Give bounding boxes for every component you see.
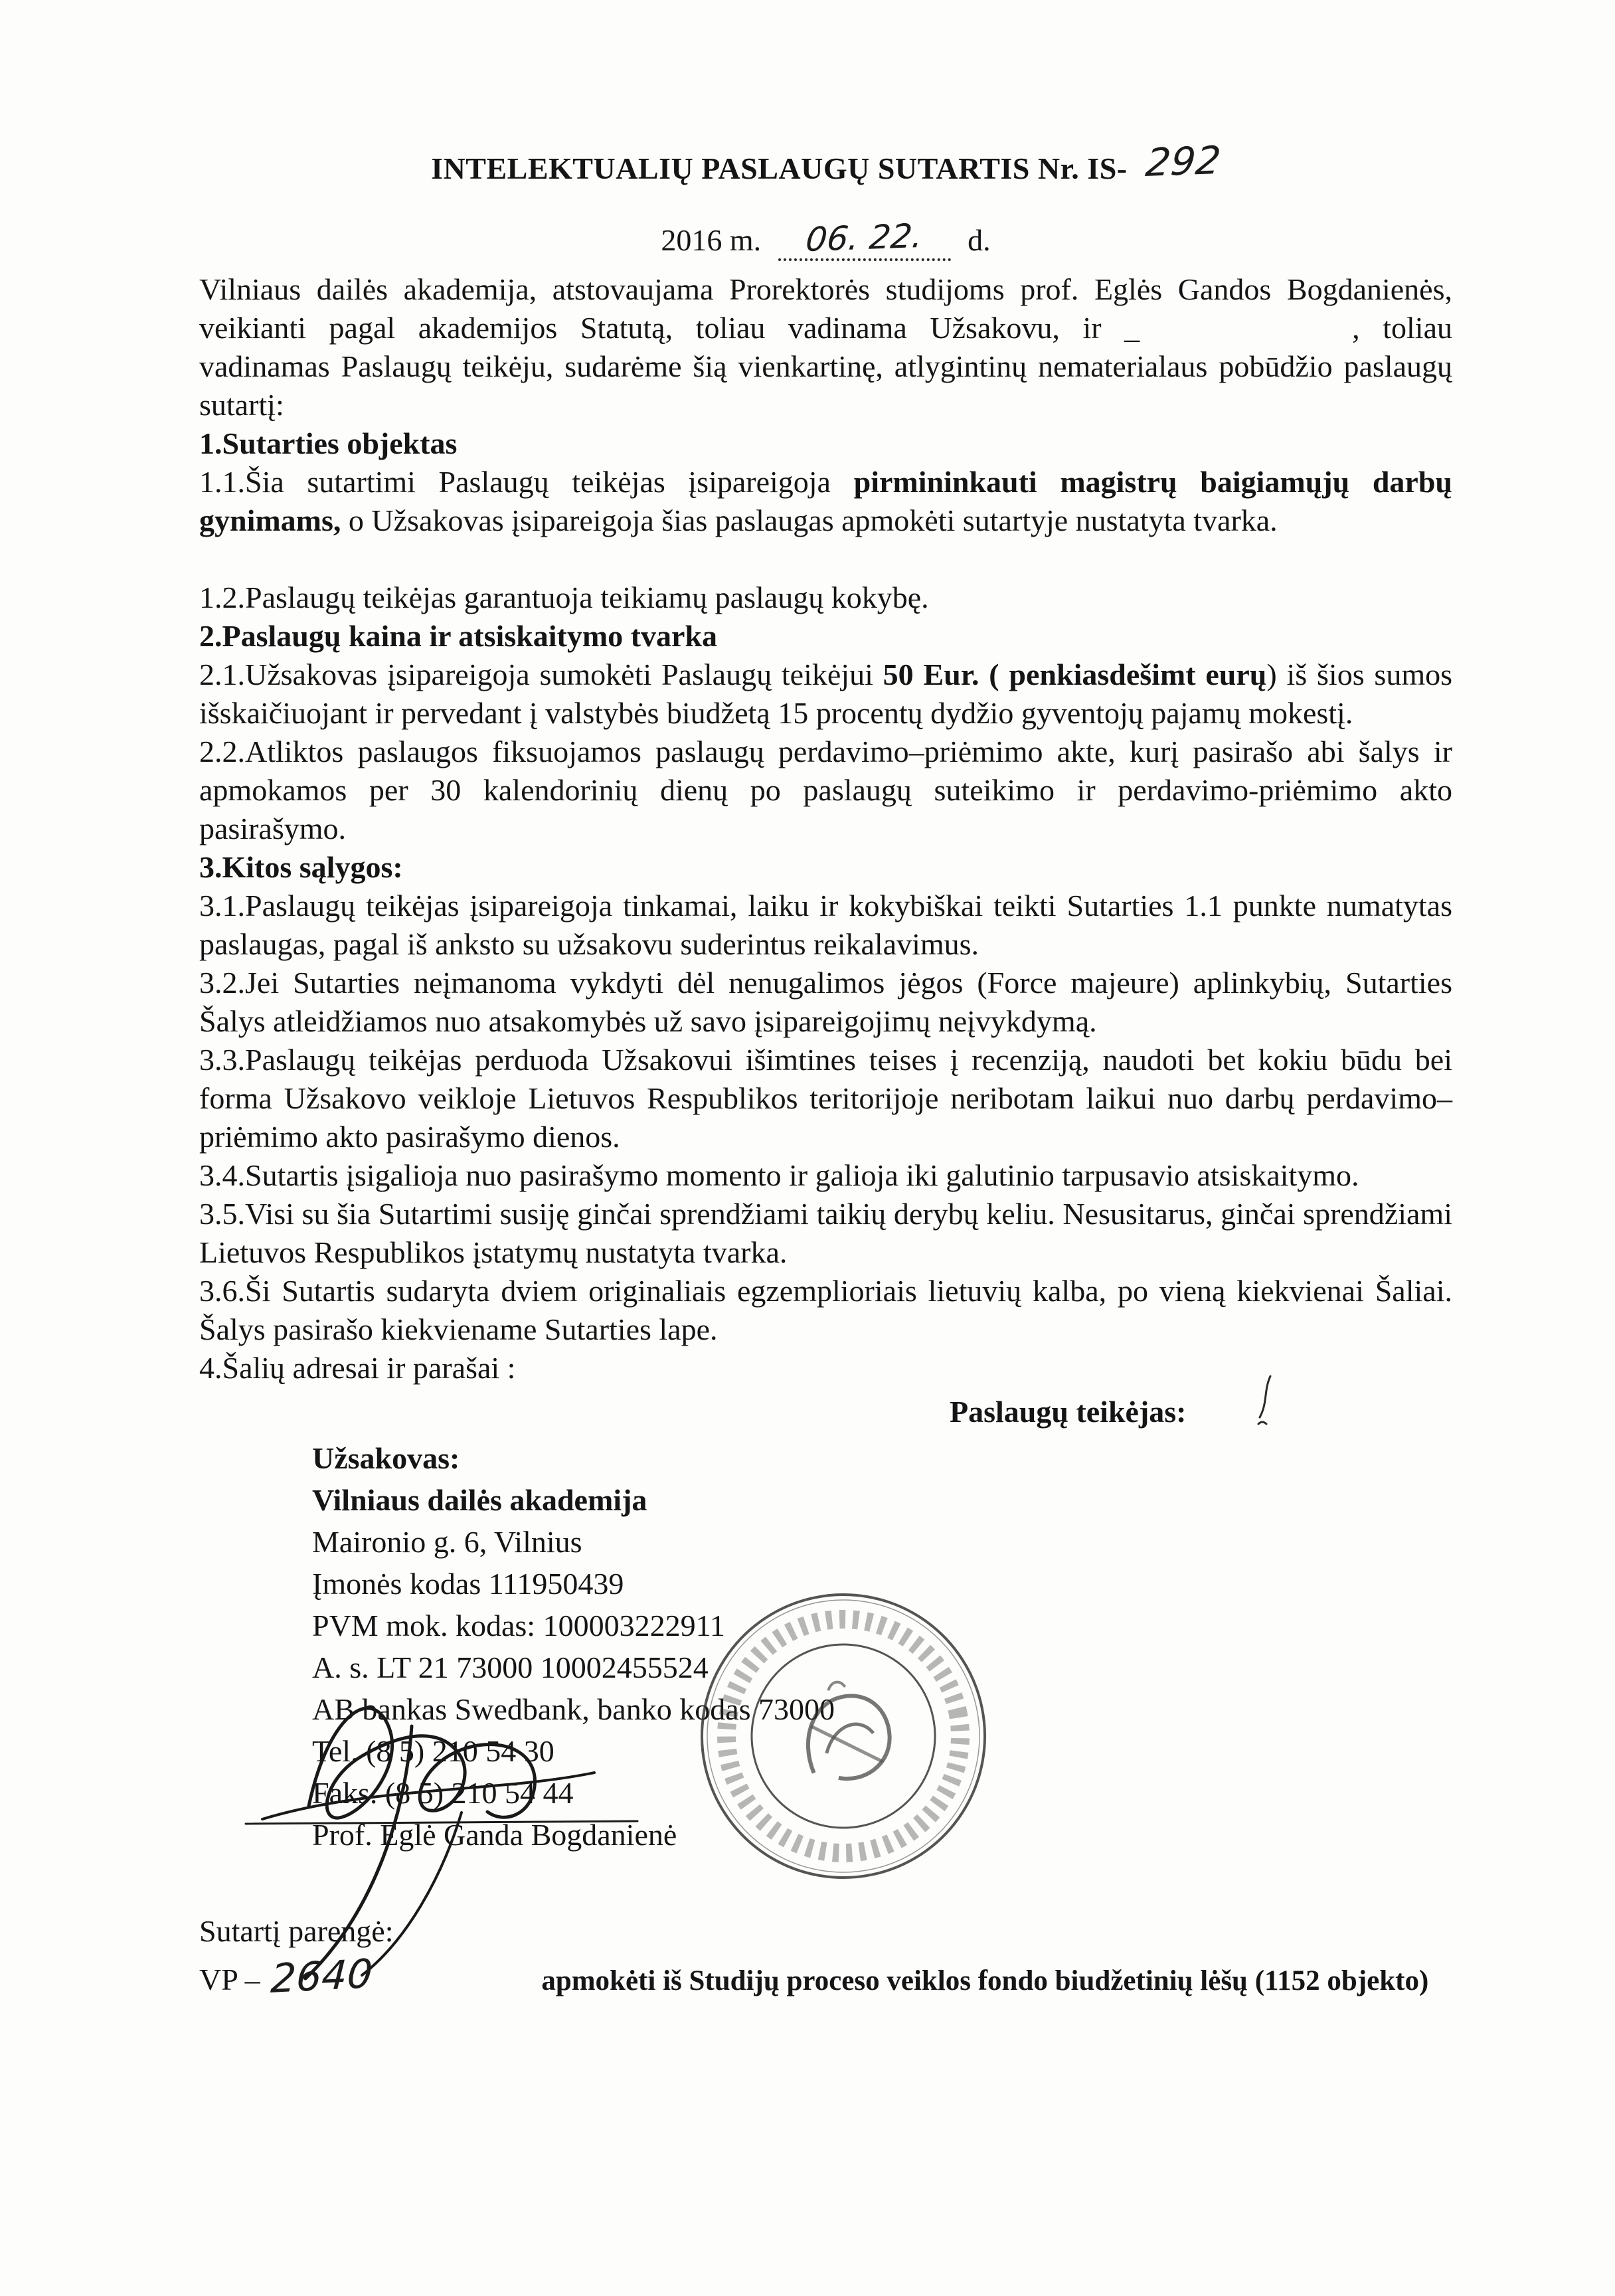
client-signer-name: Prof. Eglė Ganda Bogdanienė	[312, 1818, 677, 1852]
paragraph-3-3: 3.3.Paslaugų teikėjas perduoda Užsakovui išimtines teises į recenziją, naudoti bet kokiu būdu bei forma Užsakovo veikloje Lietuvos Respublikos teritorijoje neribotam laikui nuo darbų perdavimo–priėmimo akto pasirašymo dienos.	[199, 1043, 1452, 1154]
prepared-by-label: Sutartį parengė:	[199, 1914, 394, 1948]
section-heading-2: 2.Paslaugų kaina ir atsiskaitymo tvarka	[199, 619, 717, 653]
section-heading-1: 1.Sutarties objektas	[199, 426, 458, 460]
paragraph-3-6: 3.6.Ši Sutartis sudaryta dviem originaliais egzemplioriais lietuvių kalba, po vieną kiekvienai Šaliai. Šalys pasirašo kiekviename Sutarties lape.	[199, 1274, 1452, 1346]
contract-number-handwritten: 292	[1143, 137, 1223, 185]
handwritten-mark	[1252, 1371, 1278, 1431]
paragraph-3-4: 3.4.Sutartis įsigalioja nuo pasirašymo momento ir galioja iki galutinio tarpusavio atsiskaitymo.	[199, 1158, 1359, 1192]
date-prefix: 2016 m.	[661, 223, 762, 257]
paragraph-3-1: 3.1.Paslaugų teikėjas įsipareigoja tinkamai, laiku ir kokybiškai teikti Sutarties 1.1 punkte numatytas paslaugas, pagal iš anksto su užsakovu suderintus reikalavimus.	[199, 889, 1452, 961]
date-handwritten: 06. 22.	[804, 216, 925, 260]
vp-prefix: VP –	[199, 1963, 260, 1996]
paragraph-1-2: 1.2.Paslaugų teikėjas garantuoja teikiamų paslaugų kokybę.	[199, 580, 929, 614]
paragraph-1-1: 1.1.Šia sutartimi Paslaugų teikėjas įsipareigoja pirmininkauti magistrų baigiamųjų darbų gynimams, o Užsakovas įsipareigoja šias paslaugas apmokėti sutartyje nustatyta tvarka.	[199, 465, 1452, 537]
signatures-section	[199, 1387, 1452, 1912]
client-bank: AB bankas Swedbank, banko kodas 73000	[312, 1692, 835, 1726]
document-title-text: INTELEKTUALIŲ PASLAUGŲ SUTARTIS Nr. IS-	[431, 151, 1128, 185]
paragraph-2-1: 2.1.Užsakovas įsipareigoja sumokėti Paslaugų teikėjui 50 Eur. ( penkiasdešimt eurų) iš šios sumos išskaičiuojant ir pervedant į valstybės biudžetą 15 procentų dydžio gyventojų pajamų mokestį.	[199, 658, 1453, 730]
vp-number-handwritten: 2640	[269, 1951, 374, 2002]
client-fax: Faks. (8 5) 210 54 44	[312, 1776, 574, 1810]
service-provider-label: Paslaugų teikėjas:	[950, 1395, 1187, 1429]
paragraph-4: 4.Šalių adresai ir parašai :	[199, 1351, 516, 1385]
client-address: Maironio g. 6, Vilnius	[312, 1525, 582, 1559]
client-company-code: Įmonės kodas 111950439	[312, 1567, 624, 1601]
client-phone: Tel. (8 5) 210 54 30	[312, 1734, 554, 1768]
date-suffix: d.	[968, 223, 991, 257]
paragraph-intro: Vilniaus dailės akademija, atstovaujama Prorektorės studijoms prof. Eglės Gandos Bogdanienės, veikianti pagal akademijos Statutą, toliau vadinama Užsakovu, ir _ , toliau vadinamas Paslaugų teikėju, sudarėme šią vienkartinę, atlygintinų nematerialaus pobūdžio paslaugų sutartį:	[199, 272, 1452, 422]
client-label: Užsakovas:	[312, 1441, 460, 1475]
paragraph-3-2: 3.2.Jei Sutarties neįmanoma vykdyti dėl nenugalimos jėgos (Force majeure) aplinkybių, Sutarties Šalys atleidžiamos nuo atsakomybės už savo įsipareigojimų neįvykdymą.	[199, 966, 1452, 1038]
section-heading-3: 3.Kitos sąlygos:	[199, 850, 403, 884]
paragraph-2-2: 2.2.Atliktos paslaugos fiksuojamos paslaugų perdavimo–priėmimo akte, kurį pasirašo abi šalys ir apmokamos per 30 kalendorinių dienų po paslaugų suteikimo ir perdavimo-priėmimo akto pasirašymo.	[199, 735, 1452, 845]
client-vat-code: PVM mok. kodas: 100003222911	[312, 1609, 725, 1642]
document-title	[199, 137, 1452, 188]
date-dotted-field	[778, 216, 951, 261]
paragraph-3-5: 3.5.Visi su šia Sutartimi susiję ginčai sprendžiami taikių derybų keliu. Nesusitarus, ginčai sprendžiami Lietuvos Respublikos įstatymų nustatyta tvarka.	[199, 1197, 1452, 1269]
funding-note: apmokėti iš Studijų proceso veiklos fondo biudžetinių lėšų (1152 objekto)	[541, 1965, 1429, 1996]
client-organization: Vilniaus dailės akademija	[312, 1483, 647, 1517]
date-line	[199, 216, 1452, 261]
client-bank-account: A. s. LT 21 73000 10002455524	[312, 1650, 709, 1684]
